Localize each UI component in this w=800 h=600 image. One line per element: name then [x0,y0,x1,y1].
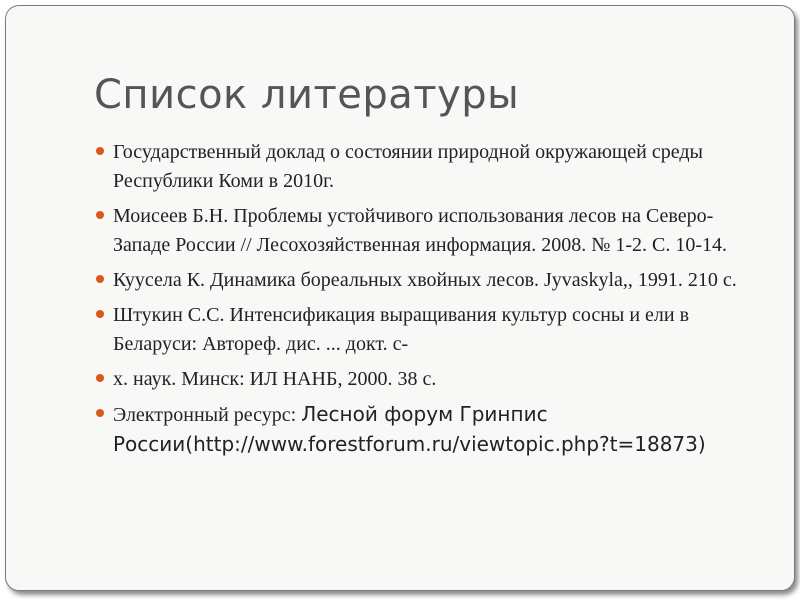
slide [5,5,795,591]
reference-text: Государственный доклад о состоянии природной окружающей среды Республики Коми в 2010г. [113,141,703,192]
bullet-icon [96,409,104,417]
reference-list [96,138,756,466]
reference-text: Моисеев Б.Н. Проблемы устойчивого использования лесов на Северо-Западе России // Лесохозяйственная информация. 2008. № 1-2. С. 10-14. [113,205,727,256]
bullet-icon [96,374,104,382]
list-item [96,400,756,460]
bullet-icon [96,275,104,283]
reference-text: Электронный ресурс: [113,404,302,426]
reference-text: Штукин С.С. Интенсификация выращивания культур сосны и ели в Беларуси: Автореф. дис. ... докт. с- [113,304,690,355]
bullet-icon [96,147,104,155]
reference-text: х. наук. Минск: ИЛ НАНБ, 2000. 38 с. [113,368,437,390]
list-item [96,301,756,359]
list-item [96,138,756,196]
web-resource-link[interactable]: Лесной форум Гринпис России(http://www.forestforum.ru/viewtopic.php?t=18873) [113,402,706,456]
bullet-icon [96,310,104,318]
bullet-icon [96,211,104,219]
slide-title: Список литературы [94,72,520,118]
list-item [96,266,756,295]
list-item [96,365,756,394]
list-item [96,202,756,260]
reference-text: Куусела К. Динамика бореальных хвойных лесов. Jyvaskyla,, 1991. 210 с. [113,269,737,291]
